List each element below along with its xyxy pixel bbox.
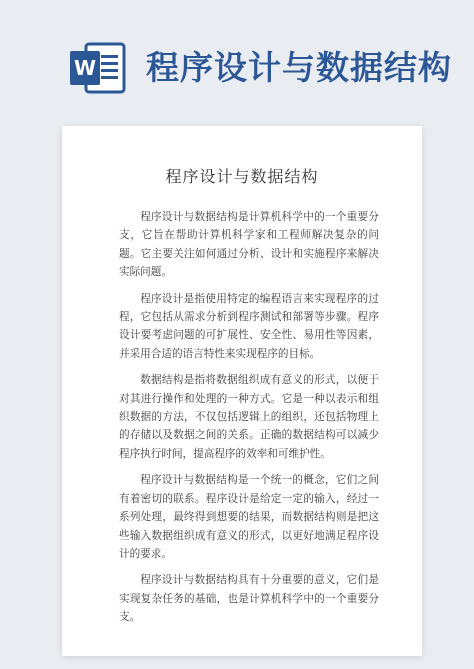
logo-letter: W (73, 56, 97, 80)
paragraph: 程序设计与数据结构是一个统一的概念，它们之间有着密切的联系。程序设计是给定一定的输入，经过一系列处理，最终得到想要的结果，而数据结构则是把这些输入数据组织成有意义的形式，以更好地满足程序设计的要求。 (119, 474, 379, 560)
paragraph: 程序设计与数据结构具有十分重要的意义，它们是实现复杂任务的基础，也是计算机科学中的一个重要分支。 (119, 574, 379, 624)
word-document-icon (68, 40, 126, 96)
paragraph: 程序设计是指使用特定的编程语言来实现程序的过程，它包括从需求分析到程序测试和部署等步骤。程序设计要考虑问题的可扩展性、安全性、易用性等因素，并采用合适的语言特性来实现程序的目标。 (119, 292, 379, 360)
paragraph: 数据结构是指将数据组织成有意义的形式，以便于对其进行操作和处理的一种方式。它是一种以表示和组织数据的方法，不仅包括逻辑上的组织，还包括物理上的存储以及数据之间的关系。正确的数据结构可以减少程序执行时间，提高程序的效率和可维护性。 (119, 374, 379, 460)
banner-title: 程序设计与数据结构 (146, 48, 452, 87)
document-body (119, 208, 379, 635)
header-banner (0, 0, 474, 110)
document-title: 程序设计与数据结构 (165, 167, 319, 186)
paragraph: 程序设计与数据结构是计算机科学中的一个重要分支，它旨在帮助计算机科学家和工程师解决复杂的问题。它主要关注如何通过分析、设计和实施程序来解决实际问题。 (119, 211, 379, 279)
document-page (62, 126, 422, 656)
